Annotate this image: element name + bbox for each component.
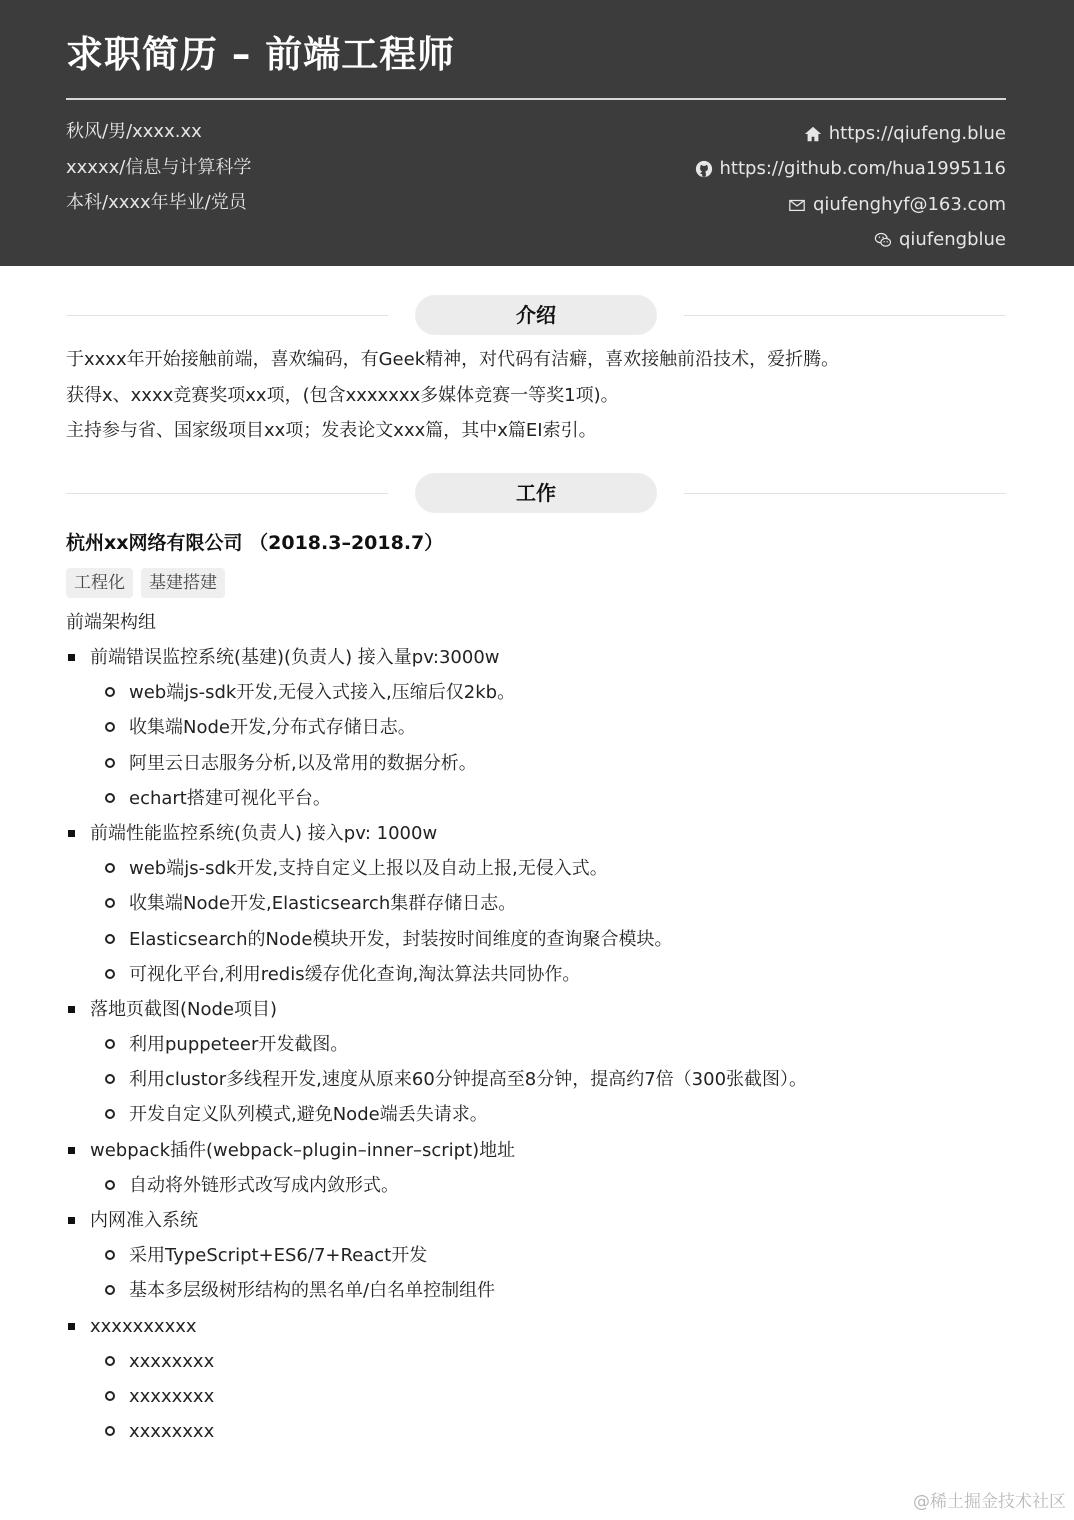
section-intro-header [66, 295, 1006, 337]
project-detail [66, 1273, 1006, 1308]
project-detail [66, 851, 1006, 886]
project-detail [66, 1414, 1006, 1449]
detail-text: xxxxxxxx [129, 1350, 215, 1372]
project-title: webpack插件(webpack–plugin–inner–script)地址 [90, 1139, 516, 1161]
detail-text: 利用puppeteer开发截图。 [129, 1034, 349, 1056]
project-title: 前端错误监控系统(基建)(负责人) 接入量pv:3000w [90, 647, 500, 668]
circle-bullet-icon [105, 1391, 115, 1401]
project-title: 内网准入系统 [90, 1210, 198, 1231]
intro-section [66, 342, 839, 449]
circle-bullet-icon [105, 934, 115, 944]
circle-bullet-icon [105, 1039, 115, 1049]
project-detail [66, 781, 1006, 816]
project-detail [66, 886, 1006, 921]
info-line: xxxxx/信息与计算科学 [66, 156, 252, 178]
project-list [66, 640, 1006, 1449]
email-link[interactable]: qiufenghyf@163.com [813, 193, 1006, 215]
team-name: 前端架构组 [66, 612, 156, 633]
project-detail [66, 1168, 1006, 1203]
project-title: 落地页截图(Node项目) [90, 998, 278, 1020]
detail-text: 基本多层级树形结构的黑名单/白名单控制组件 [129, 1280, 496, 1302]
section-work-header [66, 473, 1006, 515]
detail-text: xxxxxxxx [129, 1385, 215, 1407]
intro-line: 获得x、xxxx竞赛奖项xx项，(包含xxxxxxx多媒体竞赛一等奖1项)。 [66, 384, 619, 406]
wechat-icon [873, 230, 893, 250]
company-name: 杭州xx网络有限公司 （2018.3–2018.7） [66, 532, 444, 554]
detail-text: 可视化平台,利用redis缓存优化查询,淘汰算法共同协作。 [129, 963, 581, 985]
square-bullet-icon [68, 1217, 75, 1224]
circle-bullet-icon [105, 758, 115, 768]
detail-text: web端js-sdk开发,无侵入式接入,压缩后仅2kb。 [129, 682, 516, 704]
square-bullet-icon [68, 830, 75, 837]
project-item [66, 1309, 1006, 1344]
project-detail [66, 675, 1006, 710]
circle-bullet-icon [105, 1426, 115, 1436]
square-bullet-icon [68, 1147, 75, 1154]
github-icon [694, 159, 714, 179]
divider-line [684, 315, 1006, 316]
contact-info [694, 116, 1007, 258]
circle-bullet-icon [105, 1250, 115, 1260]
section-title: 工作 [415, 473, 657, 513]
circle-bullet-icon [105, 1074, 115, 1084]
circle-bullet-icon [105, 863, 115, 873]
circle-bullet-icon [105, 898, 115, 908]
page-title: 求职简历 – 前端工程师 [66, 33, 456, 76]
contact-website[interactable] [694, 116, 1007, 152]
circle-bullet-icon [105, 1180, 115, 1190]
website-link[interactable]: https://qiufeng.blue [828, 122, 1006, 144]
detail-text: echart搭建可视化平台。 [129, 787, 331, 809]
contact-wechat[interactable] [694, 223, 1007, 259]
mail-icon [787, 195, 807, 215]
detail-text: Elasticsearch的Node模块开发，封装按时间维度的查询聚合模块。 [129, 928, 673, 950]
circle-bullet-icon [105, 1356, 115, 1366]
divider-line [66, 493, 388, 494]
project-detail [66, 1238, 1006, 1273]
square-bullet-icon [68, 1006, 75, 1013]
project-detail [66, 1379, 1006, 1414]
circle-bullet-icon [105, 969, 115, 979]
circle-bullet-icon [105, 1109, 115, 1119]
tag: 工程化 [66, 568, 133, 598]
intro-line: 于xxxx年开始接触前端，喜欢编码，有Geek精神，对代码有洁癖，喜欢接触前沿技术，爱折腾。 [66, 349, 840, 370]
detail-text: web端js-sdk开发,支持自定义上报以及自动上报,无侵入式。 [129, 858, 608, 880]
divider-line [684, 493, 1006, 494]
circle-bullet-icon [105, 1285, 115, 1295]
project-detail [66, 710, 1006, 745]
project-item [66, 816, 1006, 851]
detail-text: 收集端Node开发,Elasticsearch集群存储日志。 [129, 893, 517, 915]
project-detail [66, 1062, 1006, 1097]
detail-text: 收集端Node开发,分布式存储日志。 [129, 717, 416, 739]
circle-bullet-icon [105, 722, 115, 732]
home-icon [803, 124, 823, 144]
detail-text: 自动将外链形式改写成内敛形式。 [129, 1174, 399, 1196]
project-title: 前端性能监控系统(负责人) 接入pv: 1000w [90, 822, 438, 844]
circle-bullet-icon [105, 793, 115, 803]
project-item [66, 992, 1006, 1027]
circle-bullet-icon [105, 687, 115, 697]
section-title: 介绍 [415, 295, 657, 335]
project-detail [66, 1027, 1006, 1062]
project-detail [66, 957, 1006, 992]
contact-github[interactable] [694, 152, 1007, 188]
detail-text: 阿里云日志服务分析,以及常用的数据分析。 [129, 752, 477, 774]
detail-text: 利用clustor多线程开发,速度从原来60分钟提高至8分钟，提高约7倍（300张截图）。 [129, 1069, 808, 1091]
wechat-id: qiufengblue [899, 229, 1006, 251]
detail-text: 采用TypeScript+ES6/7+React开发 [129, 1245, 428, 1267]
header-divider [66, 98, 1006, 100]
square-bullet-icon [68, 654, 75, 661]
project-detail [66, 1097, 1006, 1132]
skill-tags [66, 568, 225, 598]
personal-info [66, 116, 251, 223]
project-title: xxxxxxxxxx [90, 1315, 197, 1337]
project-item [66, 640, 1006, 675]
info-line: 秋风/男/xxxx.xx [66, 121, 202, 142]
github-link[interactable]: https://github.com/hua1995116 [719, 158, 1006, 180]
resume-header [0, 0, 1074, 266]
project-detail [66, 1344, 1006, 1379]
intro-line: 主持参与省、国家级项目xx项；发表论文xxx篇，其中x篇EI索引。 [66, 420, 597, 441]
detail-text: xxxxxxxx [129, 1421, 215, 1443]
divider-line [66, 315, 388, 316]
project-item [66, 1203, 1006, 1238]
watermark: @稀土掘金技术社区 [913, 1492, 1066, 1512]
project-detail [66, 746, 1006, 781]
info-line: 本科/xxxx年毕业/党员 [66, 192, 247, 213]
project-item [66, 1133, 1006, 1168]
contact-email[interactable] [694, 187, 1007, 223]
tag: 基建搭建 [141, 568, 225, 598]
project-detail [66, 922, 1006, 957]
square-bullet-icon [68, 1323, 75, 1330]
detail-text: 开发自定义队列模式,避免Node端丢失请求。 [129, 1104, 488, 1126]
